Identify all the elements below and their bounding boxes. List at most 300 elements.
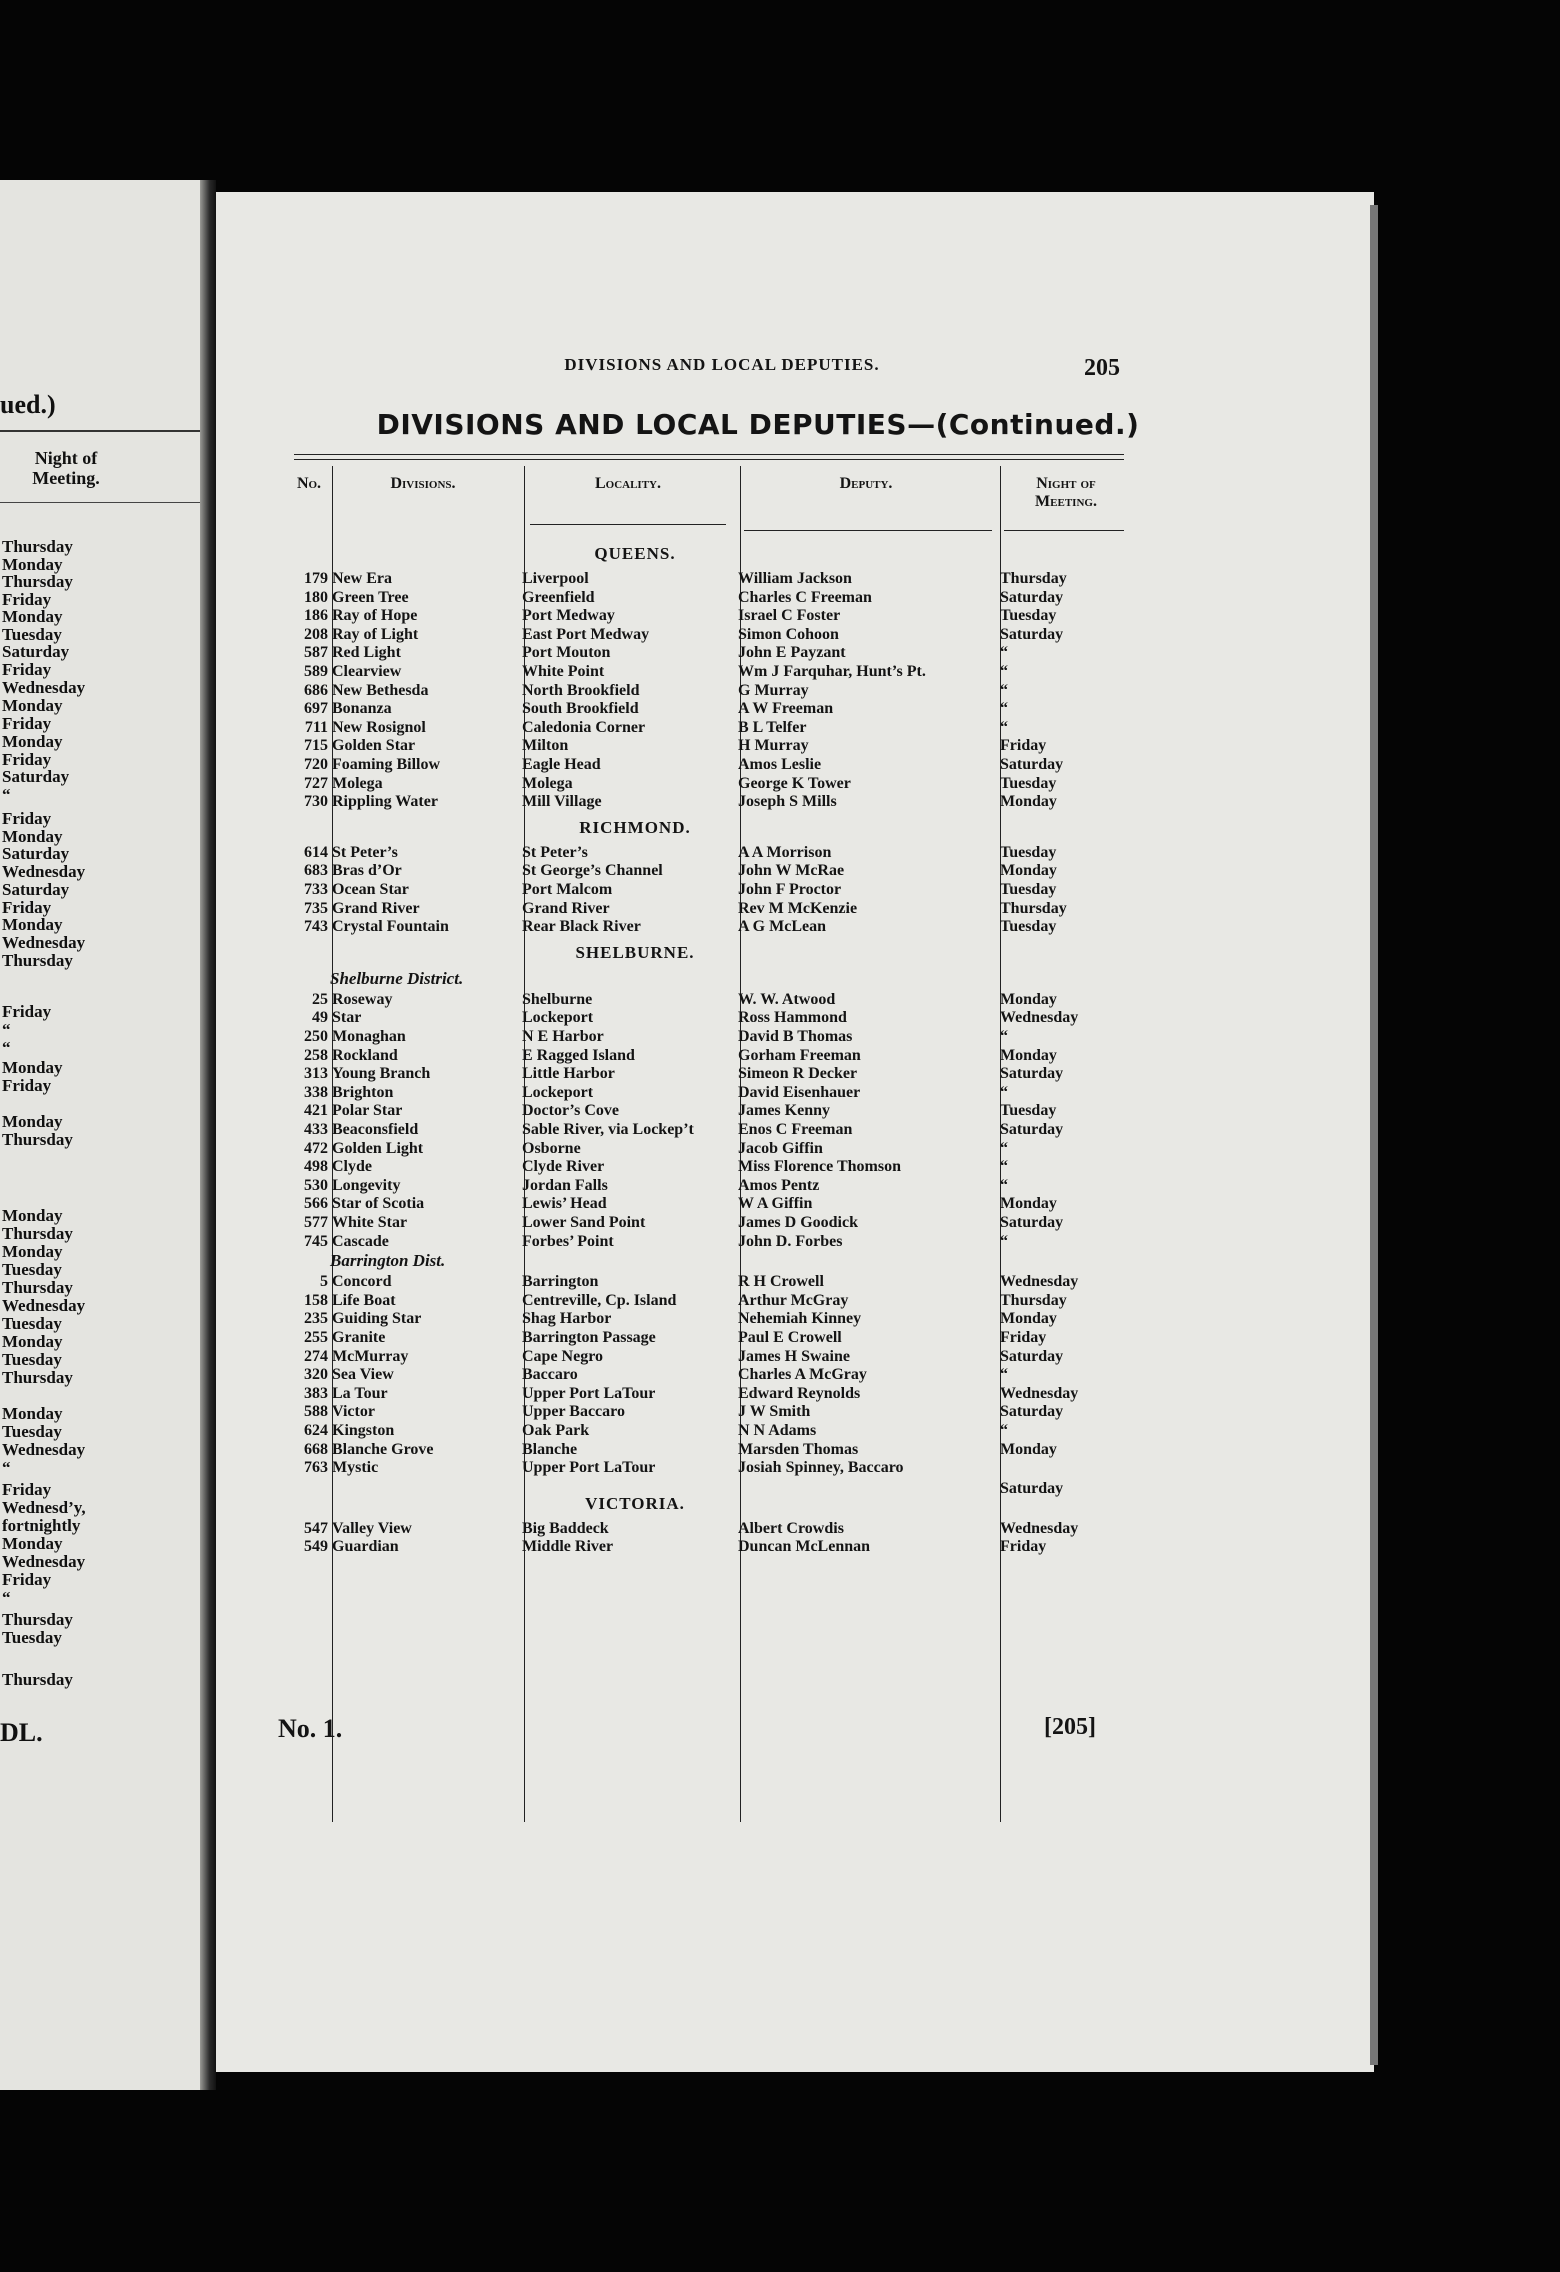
division-locality: Shag Harbor	[522, 1310, 612, 1328]
division-name: White Star	[332, 1214, 408, 1231]
division-locality: Upper Baccaro	[522, 1403, 625, 1421]
division-deputy: A W Freeman	[738, 700, 834, 718]
previous-page-day: Tuesday	[2, 1260, 62, 1279]
meeting-night: “	[1000, 1176, 1008, 1194]
table-row	[276, 719, 1156, 737]
previous-page-day: Tuesday	[2, 1422, 62, 1441]
previous-page-day: Thursday	[2, 1368, 73, 1387]
division-deputy: John D. Forbes	[738, 1232, 843, 1250]
title-rule-bottom	[294, 459, 1124, 460]
division-name: Cascade	[332, 1232, 389, 1250]
division-name: Monaghan	[332, 1028, 406, 1045]
table-row	[276, 607, 1156, 625]
meeting-night: Saturday	[1000, 588, 1064, 606]
division-deputy: Ross Hammond	[738, 1009, 847, 1027]
division-deputy: Amos Leslie	[738, 756, 822, 773]
division-number: 208	[304, 625, 328, 643]
previous-page-day: Friday	[2, 1480, 52, 1499]
division-deputy: W A Giffin	[738, 1195, 813, 1213]
previous-page-footer-fragment: DL.	[0, 1718, 43, 1747]
table-row	[276, 1028, 1156, 1046]
previous-page-day: Friday	[2, 898, 52, 917]
table-row	[276, 775, 1156, 793]
division-locality: Barrington	[522, 1273, 599, 1291]
division-deputy: Gorham Freeman	[738, 1046, 861, 1064]
book-gutter	[200, 180, 216, 2090]
division-locality: Port Malcom	[522, 881, 613, 898]
division-number: 235	[304, 1310, 328, 1328]
division-locality: Molega	[522, 774, 573, 792]
header-night: Night of Meeting.	[1035, 475, 1097, 510]
division-name: Roseway	[332, 990, 393, 1008]
division-deputy: Jacob Giffin	[738, 1139, 823, 1157]
meeting-night: “	[1000, 663, 1008, 680]
previous-page-day: Friday	[2, 660, 52, 679]
previous-page-day: Friday	[2, 590, 52, 609]
meeting-night: “	[1000, 1083, 1008, 1101]
division-locality: South Brookfield	[522, 700, 639, 718]
meeting-night: Monday	[1000, 1046, 1057, 1064]
division-deputy: Arthur McGray	[738, 1291, 849, 1309]
meeting-night: Saturday	[1000, 756, 1064, 773]
previous-page-day: Friday	[2, 750, 52, 769]
division-name: Bonanza	[332, 700, 392, 718]
meeting-night: Thursday	[1000, 1291, 1067, 1309]
division-name: Crystal Fountain	[332, 918, 449, 936]
previous-page-day: Wednesday	[2, 678, 86, 697]
division-deputy: John F Proctor	[738, 881, 842, 898]
division-number: 25	[312, 990, 328, 1008]
division-name: McMurray	[332, 1347, 409, 1365]
previous-page-day: Thursday	[2, 1130, 73, 1149]
previous-page-day: Monday	[2, 1058, 63, 1077]
division-deputy: Simeon R Decker	[738, 1065, 858, 1083]
previous-page-day: Thursday	[2, 1224, 73, 1243]
district-heading: Shelburne District.	[330, 968, 464, 988]
meeting-night: “	[1000, 1366, 1008, 1384]
division-number: 730	[304, 793, 328, 811]
division-deputy: J W Smith	[738, 1403, 811, 1421]
previous-page-rule	[0, 430, 200, 432]
previous-page-day: “	[2, 1038, 11, 1057]
previous-page-day: Wednesday	[2, 862, 86, 881]
meeting-night: Saturday	[1000, 1403, 1064, 1421]
meeting-night: Tuesday	[1000, 918, 1057, 936]
division-deputy: H Murray	[738, 737, 809, 755]
division-deputy: A G McLean	[738, 918, 826, 936]
title-rule-top	[294, 454, 1124, 455]
division-deputy: John E Payzant	[738, 644, 846, 662]
division-name: Sea View	[332, 1366, 394, 1384]
division-name: Blanche Grove	[332, 1440, 434, 1458]
division-locality: Little Harbor	[522, 1065, 615, 1083]
division-number: 743	[304, 918, 328, 936]
division-name: Golden Light	[332, 1139, 424, 1157]
previous-page-day: Monday	[2, 1404, 63, 1423]
previous-page-day: “	[2, 1588, 11, 1607]
division-locality: Mill Village	[522, 793, 602, 811]
previous-page-fragment	[0, 180, 200, 2090]
table-row	[276, 1121, 1156, 1139]
previous-page-day: Tuesday	[2, 1628, 62, 1647]
meeting-night: Tuesday	[1000, 774, 1057, 792]
division-locality: Centreville, Cp. Island	[522, 1291, 677, 1309]
table-row	[276, 756, 1156, 774]
division-deputy: A A Morrison	[738, 843, 832, 861]
table-row	[276, 1047, 1156, 1065]
division-name: Granite	[332, 1329, 386, 1346]
meeting-night: Wednesday	[1000, 1519, 1079, 1537]
division-number: 5	[320, 1273, 328, 1291]
meeting-night: Wednesday	[1000, 1384, 1079, 1402]
division-deputy: Josiah Spinney, Baccaro	[738, 1459, 904, 1477]
division-locality: Grand River	[522, 899, 610, 917]
header-deputy: Deputy.	[839, 475, 893, 492]
meeting-night: Saturday	[1000, 1121, 1064, 1138]
division-name: Kingston	[332, 1422, 395, 1439]
previous-page-day: Friday	[2, 714, 52, 733]
table-row	[276, 991, 1156, 1009]
previous-page-day: Tuesday	[2, 1314, 62, 1333]
division-locality: Clyde River	[522, 1158, 605, 1176]
previous-page-title-fragment: ued.)	[0, 390, 56, 419]
division-deputy: Miss Florence Thomson	[738, 1158, 901, 1176]
table-row	[276, 1520, 1156, 1538]
division-number: 577	[304, 1214, 328, 1231]
division-locality: Forbes’ Point	[522, 1232, 614, 1250]
division-name: Clyde	[332, 1158, 372, 1176]
division-locality: Lockeport	[522, 1083, 594, 1101]
division-number: 720	[304, 756, 328, 773]
header-rule-night	[1004, 530, 1124, 531]
table-row	[276, 1084, 1156, 1102]
previous-page-header-rule	[0, 502, 200, 503]
division-name: Star of Scotia	[332, 1195, 425, 1213]
division-deputy: B L Telfer	[738, 718, 807, 736]
division-number: 338	[304, 1083, 328, 1101]
division-locality: Shelburne	[522, 990, 593, 1008]
division-locality: Rear Black River	[522, 918, 641, 936]
header-locality: Locality.	[594, 475, 661, 492]
division-name: Clearview	[332, 663, 402, 680]
division-deputy: Nehemiah Kinney	[738, 1310, 862, 1328]
division-name: Rippling Water	[332, 793, 438, 811]
section-heading: RICHMOND.	[579, 817, 691, 837]
division-name: Guiding Star	[332, 1310, 422, 1328]
meeting-night: Monday	[1000, 990, 1057, 1008]
division-deputy: Charles C Freeman	[738, 588, 872, 606]
division-number: 733	[304, 881, 328, 898]
division-deputy: Wm J Farquhar, Hunt’s Pt.	[738, 663, 926, 680]
division-locality: Port Medway	[522, 607, 615, 625]
division-deputy: Rev M McKenzie	[738, 899, 858, 917]
division-locality: Greenfield	[522, 588, 595, 606]
page-edge	[1370, 205, 1378, 2065]
division-locality: Lockeport	[522, 1009, 594, 1027]
division-locality: Milton	[522, 737, 569, 755]
division-number: 320	[304, 1366, 328, 1384]
previous-page-day: Saturday	[2, 880, 70, 899]
division-name: Mystic	[332, 1459, 379, 1477]
meeting-night: Tuesday	[1000, 843, 1057, 861]
meeting-night: Saturday	[1000, 1214, 1064, 1231]
meeting-night: Monday	[1000, 1310, 1057, 1328]
division-number: 49	[312, 1009, 328, 1027]
running-head: DIVISIONS AND LOCAL DEPUTIES.	[564, 355, 880, 374]
division-deputy: W. W. Atwood	[738, 990, 836, 1008]
previous-page-day: “	[2, 785, 11, 804]
meeting-night: “	[1000, 644, 1008, 662]
previous-page-day: Monday	[2, 696, 63, 715]
table-row	[276, 644, 1156, 662]
division-deputy: Charles A McGray	[738, 1366, 867, 1384]
meeting-night: “	[1000, 1028, 1008, 1045]
previous-page-day: Thursday	[2, 1278, 73, 1297]
meeting-night: “	[1000, 700, 1008, 718]
division-name: Bras d’Or	[332, 862, 402, 880]
table-row	[276, 1009, 1156, 1027]
previous-page-day: Thursday	[2, 1610, 73, 1629]
table-row	[276, 1348, 1156, 1366]
division-deputy: R H Crowell	[738, 1273, 824, 1291]
table-row	[276, 737, 1156, 755]
document-page	[216, 192, 1374, 2072]
division-number: 683	[304, 862, 328, 880]
table-row	[276, 1329, 1156, 1347]
previous-page-day: “	[2, 1458, 11, 1477]
previous-page-day: Saturday	[2, 642, 70, 661]
meeting-night: Saturday	[1000, 1479, 1064, 1497]
meeting-night: Saturday	[1000, 1065, 1064, 1083]
division-name: Guardian	[332, 1538, 399, 1556]
table-row	[276, 1233, 1156, 1251]
table-row	[276, 918, 1156, 936]
division-name: Star	[332, 1009, 362, 1027]
division-number: 530	[304, 1176, 328, 1194]
division-deputy: Paul E Crowell	[738, 1329, 842, 1346]
section-heading: QUEENS.	[594, 544, 676, 563]
previous-page-day: Thursday	[2, 572, 73, 591]
table-row	[276, 1459, 1156, 1477]
meeting-night: Wednesday	[1000, 1273, 1079, 1291]
division-name: Longevity	[332, 1176, 401, 1194]
table-row	[276, 1214, 1156, 1232]
division-name: Ocean Star	[332, 881, 409, 898]
meeting-night: Monday	[1000, 1440, 1057, 1458]
table-row	[276, 589, 1156, 607]
previous-page-day: Monday	[2, 607, 63, 626]
meeting-night: “	[1000, 1158, 1008, 1176]
division-number: 180	[304, 588, 328, 606]
division-locality: Upper Port LaTour	[522, 1459, 656, 1477]
previous-page-day: Thursday	[2, 951, 73, 970]
division-name: Foaming Billow	[332, 756, 441, 773]
meeting-night: Tuesday	[1000, 1102, 1057, 1120]
division-deputy: G Murray	[738, 681, 809, 699]
division-deputy: James Kenny	[738, 1102, 830, 1120]
division-number: 697	[304, 700, 328, 718]
division-deputy: Marsden Thomas	[738, 1440, 859, 1458]
division-locality: Port Mouton	[522, 644, 611, 662]
division-locality: Upper Port LaTour	[522, 1384, 656, 1402]
division-number: 668	[304, 1440, 328, 1458]
division-number: 735	[304, 899, 328, 917]
table-row	[276, 900, 1156, 918]
table-row	[276, 626, 1156, 644]
division-locality: East Port Medway	[522, 625, 650, 643]
division-name: Victor	[332, 1403, 375, 1421]
division-name: St Peter’s	[332, 843, 398, 861]
division-name: Green Tree	[332, 588, 409, 606]
table-row	[276, 1140, 1156, 1158]
previous-page-day: Monday	[2, 915, 63, 934]
header-rule-deputy	[744, 530, 992, 531]
previous-page-day: Wednesday	[2, 1552, 86, 1571]
division-number: 711	[304, 718, 328, 736]
division-locality: Lower Sand Point	[522, 1214, 646, 1231]
table-row	[276, 682, 1156, 700]
division-name: Ray of Hope	[332, 607, 418, 625]
table-row	[276, 700, 1156, 718]
table-row	[276, 1422, 1156, 1440]
division-name: New Era	[332, 570, 392, 587]
division-number: 686	[304, 681, 328, 699]
district-heading: Barrington Dist.	[330, 1251, 446, 1271]
division-deputy: Albert Crowdis	[738, 1519, 844, 1537]
footer-page-number: [205]	[1044, 1714, 1096, 1740]
division-locality: Big Baddeck	[522, 1519, 609, 1537]
division-number: 727	[304, 774, 328, 792]
division-locality: White Point	[522, 663, 605, 680]
division-locality: Eagle Head	[522, 756, 601, 773]
division-locality: N E Harbor	[522, 1028, 604, 1045]
meeting-night: Tuesday	[1000, 607, 1057, 625]
division-deputy: William Jackson	[738, 570, 852, 587]
division-name: Concord	[332, 1273, 392, 1291]
meeting-night: “	[1000, 718, 1008, 736]
table-row	[276, 1102, 1156, 1120]
division-deputy: N N Adams	[738, 1422, 817, 1439]
division-number: 715	[304, 737, 328, 755]
division-name: Brighton	[332, 1083, 394, 1101]
division-locality: Lewis’ Head	[522, 1195, 607, 1213]
table-row	[276, 1403, 1156, 1421]
division-number: 745	[304, 1232, 328, 1250]
division-locality: Blanche	[522, 1440, 578, 1458]
division-name: New Bethesda	[332, 681, 429, 699]
division-name: Rockland	[332, 1046, 398, 1064]
previous-page-day: Saturday	[2, 767, 70, 786]
division-number: 614	[304, 843, 328, 861]
division-name: Grand River	[332, 899, 420, 917]
division-number: 258	[304, 1046, 328, 1064]
division-number: 588	[304, 1403, 328, 1421]
previous-page-day: Saturday	[2, 844, 70, 863]
division-name: Ray of Light	[332, 625, 419, 643]
division-locality: Jordan Falls	[522, 1176, 608, 1194]
division-name: Molega	[332, 774, 383, 792]
previous-page-day: Friday	[2, 809, 52, 828]
previous-page-day: Monday	[2, 555, 63, 574]
division-number: 383	[304, 1384, 328, 1402]
division-locality: Baccaro	[522, 1366, 578, 1384]
previous-page-day: Thursday	[2, 1670, 73, 1689]
division-deputy: James H Swaine	[738, 1347, 850, 1365]
previous-page-day: Monday	[2, 1242, 63, 1261]
meeting-night: Monday	[1000, 793, 1057, 811]
division-locality: Liverpool	[522, 570, 589, 587]
previous-page-column-header: Night of Meeting.	[32, 448, 100, 488]
division-locality: Caledonia Corner	[522, 718, 646, 736]
division-number: 274	[304, 1347, 328, 1365]
table-row	[276, 1158, 1156, 1176]
table-row	[276, 1366, 1156, 1384]
section-heading: SHELBURNE.	[575, 942, 695, 962]
division-locality: St Peter’s	[522, 843, 588, 861]
table-row	[276, 570, 1156, 588]
section-heading: VICTORIA.	[585, 1493, 685, 1513]
table-row	[276, 1310, 1156, 1328]
table-row	[276, 881, 1156, 899]
division-deputy: David B Thomas	[738, 1028, 853, 1045]
previous-page-day: Monday	[2, 1112, 63, 1131]
previous-page-day: Tuesday	[2, 625, 62, 644]
table-row	[276, 1385, 1156, 1403]
table-row	[276, 1065, 1156, 1083]
division-number: 547	[304, 1519, 328, 1537]
table-row	[276, 844, 1156, 862]
division-deputy: David Eisenhauer	[738, 1083, 861, 1101]
previous-page-day: Wednesday	[2, 933, 86, 952]
division-deputy: Joseph S Mills	[738, 793, 837, 811]
division-number: 763	[304, 1459, 328, 1477]
division-number: 255	[304, 1329, 328, 1346]
previous-page-day: Wednesday	[2, 1440, 86, 1459]
division-deputy: James D Goodick	[738, 1214, 858, 1231]
meeting-night: “	[1000, 1422, 1008, 1439]
division-name: Red Light	[332, 644, 401, 662]
meeting-night: Saturday	[1000, 1347, 1064, 1365]
meeting-night: Tuesday	[1000, 881, 1057, 898]
division-name: Beaconsfield	[332, 1121, 419, 1138]
table-row	[276, 1538, 1156, 1556]
division-locality: St George’s Channel	[522, 862, 663, 880]
previous-page-day: Friday	[2, 1076, 52, 1095]
division-number: 566	[304, 1195, 328, 1213]
division-deputy: Edward Reynolds	[738, 1384, 861, 1402]
previous-page-day: Wednesday	[2, 1296, 86, 1315]
meeting-night: Thursday	[1000, 570, 1067, 587]
table-row	[276, 1195, 1156, 1213]
division-name: Valley View	[332, 1519, 412, 1537]
previous-page-day: Monday	[2, 1206, 63, 1225]
page-title: DIVISIONS AND LOCAL DEPUTIES—(Continued.)	[376, 408, 1140, 441]
division-number: 624	[304, 1422, 328, 1439]
division-number: 587	[304, 644, 328, 662]
meeting-night: “	[1000, 1139, 1008, 1157]
table-row	[276, 1273, 1156, 1291]
division-name: Polar Star	[332, 1102, 403, 1120]
division-number: 421	[304, 1102, 328, 1120]
meeting-night: Friday	[1000, 1538, 1047, 1556]
division-number: 313	[304, 1065, 328, 1083]
division-locality: Sable River, via Lockep’t	[522, 1121, 694, 1138]
table-row	[276, 663, 1156, 681]
division-deputy: Israel C Foster	[738, 607, 841, 625]
previous-page-day: Friday	[2, 1570, 52, 1589]
header-rule-locality	[530, 524, 726, 525]
table-row	[276, 1441, 1156, 1459]
